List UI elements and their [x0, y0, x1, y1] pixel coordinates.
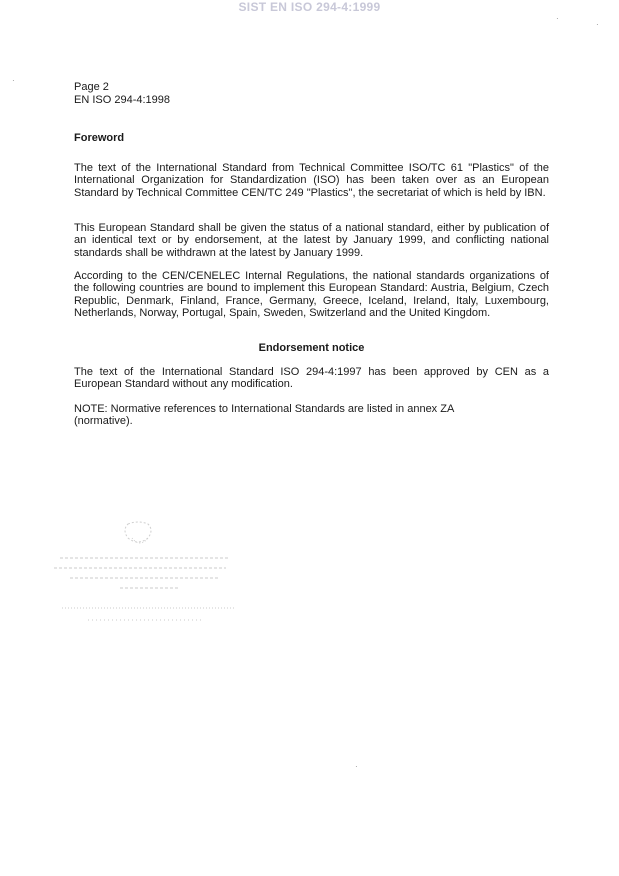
scan-speck: · [12, 76, 15, 85]
note-paragraph: NOTE: Normative references to International Standards are listed in annex ZA (normative). [74, 403, 454, 428]
scan-speck: · [355, 762, 358, 771]
foreword-paragraph: The text of the International Standard from Technical Committee ISO/TC 61 "Plastics" of the International Organization for Standardization (ISO) has been taken over as an European Standard by Technical Committee CEN/TC 249 "Plastics", the secretariat of which is held by IBN. [74, 162, 549, 199]
endorsement-heading: Endorsement notice [258, 342, 365, 354]
scan-speck: · [556, 14, 559, 23]
document-id: EN ISO 294-4:1998 [74, 94, 171, 106]
page-header [74, 81, 170, 107]
endorsement-paragraph: The text of the International Standard ISO 294-4:1997 has been approved by CEN as a European Standard without any modification. [74, 366, 549, 391]
foreword-heading: Foreword [74, 132, 125, 144]
page-number: Page 2 [74, 81, 109, 93]
watermark: SIST EN ISO 294-4:1999 [238, 0, 381, 14]
foreword-paragraph: This European Standard shall be given the status of a national standard, either by publication of an identical text or by endorsement, at the latest by January 1999, and conflicting national standards shall be withdrawn at the latest by January 1999. [74, 222, 549, 259]
scan-speck: · [596, 20, 599, 29]
faded-stamp-graphic [40, 520, 240, 640]
foreword-paragraph: According to the CEN/CENELEC Internal Regulations, the national standards organizations of the following countries are bound to implement this European Standard: Austria, Belgium, Czech Republic, Denmark, Finland, France, Germany, Greece, Iceland, Ireland, Italy, Luxembourg, Netherlands, Norway, Portugal, Spain, Sweden, Switzerland and the United Kingdom. [74, 270, 549, 319]
